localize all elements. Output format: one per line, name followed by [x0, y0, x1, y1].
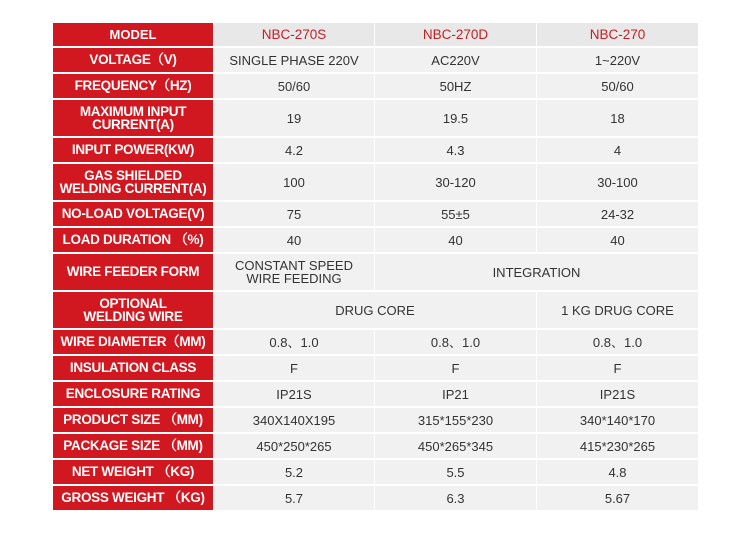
value-wire-diameter-nbc-270d: 0.8、1.0 — [375, 330, 536, 354]
row-label-product-size: PRODUCT SIZE （MM) — [53, 408, 213, 432]
value-insulation-class-nbc-270: F — [537, 356, 698, 380]
value-product-size-nbc-270s: 340X140X195 — [214, 408, 374, 432]
value-product-size-nbc-270d: 315*155*230 — [375, 408, 536, 432]
value-voltage-nbc-270: 1~220V — [537, 48, 698, 72]
value-gross-weight-nbc-270d: 6.3 — [375, 486, 536, 510]
value-wire-diameter-nbc-270s: 0.8、1.0 — [214, 330, 374, 354]
value-welding-wire-drug-core: DRUG CORE — [214, 292, 536, 328]
value-wire-feeder-form-integration: INTEGRATION — [375, 254, 698, 290]
value-wire-feeder-form-nbc-270s: CONSTANT SPEED WIRE FEEDING — [214, 254, 374, 290]
value-net-weight-nbc-270: 4.8 — [537, 460, 698, 484]
row-label-enclosure-rating: ENCLOSURE RATING — [53, 382, 213, 406]
row-label-load-duration: LOAD DURATION （%) — [53, 228, 213, 252]
value-wire-diameter-nbc-270: 0.8、1.0 — [537, 330, 698, 354]
value-insulation-class-nbc-270d: F — [375, 356, 536, 380]
value-welding-current-nbc-270d: 30-120 — [375, 164, 536, 200]
value-max-input-current-nbc-270s: 19 — [214, 100, 374, 136]
value-net-weight-nbc-270d: 5.5 — [375, 460, 536, 484]
value-voltage-nbc-270d: AC220V — [375, 48, 536, 72]
row-label-net-weight: NET WEIGHT （KG) — [53, 460, 213, 484]
value-enclosure-rating-nbc-270s: IP21S — [214, 382, 374, 406]
row-label-welding-current: GAS SHIELDED WELDING CURRENT(A) — [53, 164, 213, 200]
value-no-load-voltage-nbc-270: 24-32 — [537, 202, 698, 226]
row-label-voltage: VOLTAGE（V) — [53, 48, 213, 72]
value-frequency-nbc-270: 50/60 — [537, 74, 698, 98]
value-welding-wire-nbc-270: 1 KG DRUG CORE — [537, 292, 698, 328]
value-net-weight-nbc-270s: 5.2 — [214, 460, 374, 484]
value-gross-weight-nbc-270s: 5.7 — [214, 486, 374, 510]
value-input-power-nbc-270d: 4.3 — [375, 138, 536, 162]
row-label-optional-welding-wire: OPTIONAL WELDING WIRE — [53, 292, 213, 328]
row-label-max-input-current: MAXIMUM INPUT CURRENT(A) — [53, 100, 213, 136]
value-input-power-nbc-270: 4 — [537, 138, 698, 162]
value-no-load-voltage-nbc-270d: 55±5 — [375, 202, 536, 226]
header-model-nbc-270d: NBC-270D — [375, 23, 536, 46]
value-welding-current-nbc-270s: 100 — [214, 164, 374, 200]
row-label-wire-feeder-form: WIRE FEEDER FORM — [53, 254, 213, 290]
header-model-label: MODEL — [53, 23, 213, 46]
value-product-size-nbc-270: 340*140*170 — [537, 408, 698, 432]
value-max-input-current-nbc-270d: 19.5 — [375, 100, 536, 136]
value-gross-weight-nbc-270: 5.67 — [537, 486, 698, 510]
value-frequency-nbc-270d: 50HZ — [375, 74, 536, 98]
value-package-size-nbc-270d: 450*265*345 — [375, 434, 536, 458]
value-enclosure-rating-nbc-270: IP21S — [537, 382, 698, 406]
value-no-load-voltage-nbc-270s: 75 — [214, 202, 374, 226]
row-label-wire-diameter: WIRE DIAMETER（MM) — [53, 330, 213, 354]
header-model-nbc-270: NBC-270 — [537, 23, 698, 46]
value-voltage-nbc-270s: SINGLE PHASE 220V — [214, 48, 374, 72]
row-label-no-load-voltage: NO-LOAD VOLTAGE(V) — [53, 202, 213, 226]
value-enclosure-rating-nbc-270d: IP21 — [375, 382, 536, 406]
row-label-insulation-class: INSULATION CLASS — [53, 356, 213, 380]
row-label-frequency: FREQUENCY（HZ) — [53, 74, 213, 98]
value-load-duration-nbc-270d: 40 — [375, 228, 536, 252]
row-label-input-power: INPUT POWER(KW) — [53, 138, 213, 162]
value-load-duration-nbc-270: 40 — [537, 228, 698, 252]
value-insulation-class-nbc-270s: F — [214, 356, 374, 380]
value-load-duration-nbc-270s: 40 — [214, 228, 374, 252]
value-input-power-nbc-270s: 4.2 — [214, 138, 374, 162]
value-frequency-nbc-270s: 50/60 — [214, 74, 374, 98]
row-label-package-size: PACKAGE SIZE （MM) — [53, 434, 213, 458]
spec-table — [53, 23, 697, 510]
header-model-nbc-270s: NBC-270S — [214, 23, 374, 46]
value-package-size-nbc-270s: 450*250*265 — [214, 434, 374, 458]
row-label-gross-weight: GROSS WEIGHT （KG) — [53, 486, 213, 510]
value-max-input-current-nbc-270: 18 — [537, 100, 698, 136]
value-welding-current-nbc-270: 30-100 — [537, 164, 698, 200]
value-package-size-nbc-270: 415*230*265 — [537, 434, 698, 458]
